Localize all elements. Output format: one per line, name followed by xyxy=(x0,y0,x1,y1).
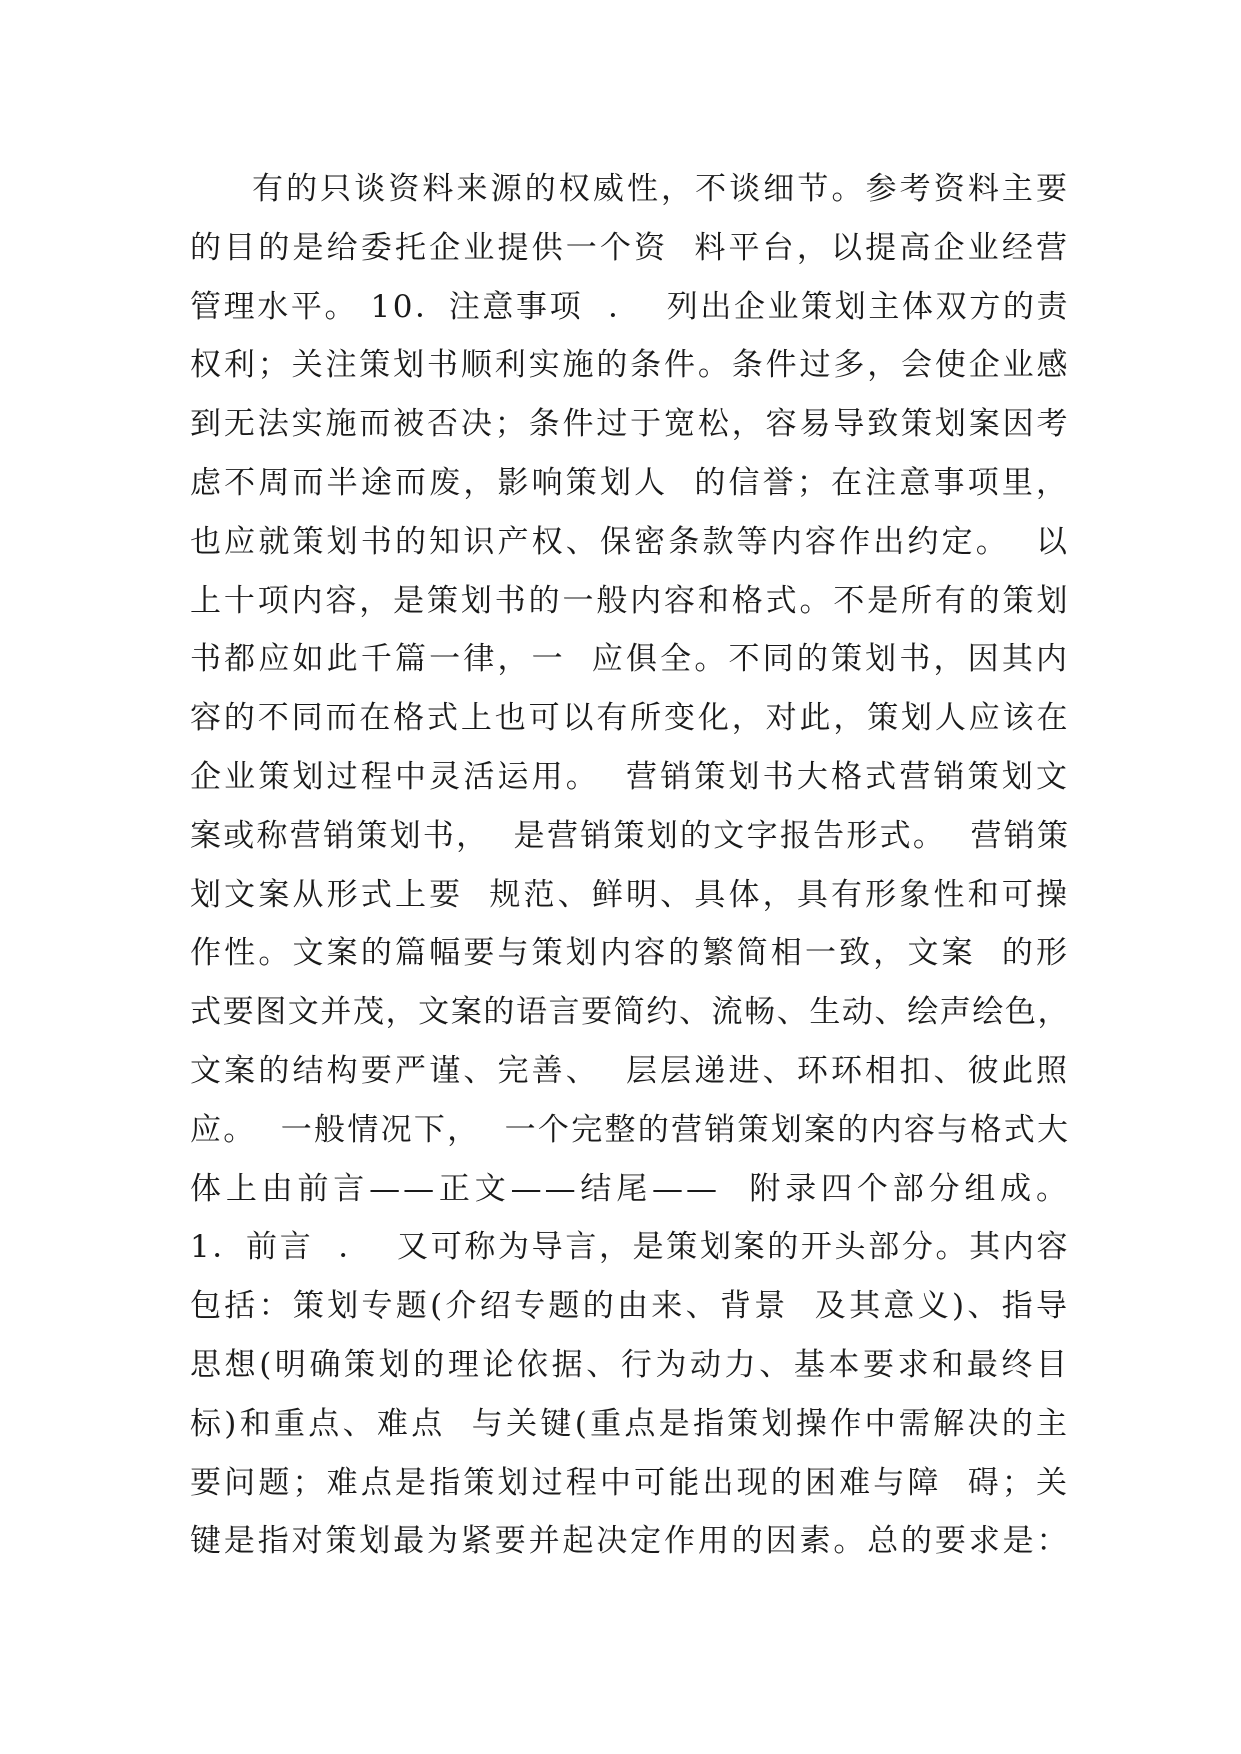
text-line: 上十项内容，是策划书的一般内容和格式。不是所有的策划 xyxy=(190,582,1070,619)
text-line: 键是指对策划最为紧要并起决定作用的因素。总的要求是： xyxy=(190,1523,1070,1560)
text-line: 的目的是给委托企业提供一个资 料平台，以提高企业经营 xyxy=(190,229,1070,266)
text-line: 应。 一般情况下， 一个完整的营销策划案的内容与格式大 xyxy=(190,1111,1070,1148)
text-line: 作性。文案的篇幅要与策划内容的繁简相一致，文案 的形 xyxy=(190,935,1070,972)
text-line: 到无法实施而被否决；条件过于宽松，容易导致策划案因考 xyxy=(190,406,1070,443)
text-line: 书都应如此千篇一律，一 应俱全。不同的策划书，因其内 xyxy=(190,641,1070,678)
text-line: 要问题；难点是指策划过程中可能出现的困难与障 碍；关 xyxy=(190,1464,1070,1501)
text-line: 权利；关注策划书顺利实施的条件。条件过多，会使企业感 xyxy=(190,347,1070,384)
body-text xyxy=(190,160,1070,1571)
text-line: 标)和重点、难点 与关键(重点是指策划操作中需解决的主 xyxy=(190,1405,1070,1442)
text-line: 思想(明确策划的理论依据、行为动力、基本要求和最终目 xyxy=(190,1346,1070,1383)
text-line: 虑不周而半途而废，影响策划人 的信誉；在注意事项里， xyxy=(190,464,1070,501)
text-line: 式要图文并茂，文案的语言要简约、流畅、生动、绘声绘色， xyxy=(190,994,1070,1031)
text-line: 划文案从形式上要 规范、鲜明、具体，具有形象性和可操 xyxy=(190,876,1070,913)
text-line: 有的只谈资料来源的权威性，不谈细节。参考资料主要 xyxy=(252,171,1070,207)
text-line: 容的不同而在格式上也可以有所变化，对此，策划人应该在 xyxy=(190,700,1070,737)
text-line: 体上由前言——正文——结尾—— 附录四个部分组成。 xyxy=(190,1170,1070,1207)
text-line: 包括：策划专题(介绍专题的由来、背景 及其意义)、指导 xyxy=(190,1288,1070,1325)
text-line: 文案的结构要严谨、完善、 层层递进、环环相扣、彼此照 xyxy=(190,1052,1070,1089)
text-line: 企业策划过程中灵活运用。 营销策划书大格式营销策划文 xyxy=(190,758,1070,795)
text-line: 1．前言 ． 又可称为导言，是策划案的开头部分。其内容 xyxy=(190,1229,1070,1266)
text-line: 管理水平。 10．注意事项 ． 列出企业策划主体双方的责 xyxy=(190,288,1070,325)
text-line: 也应就策划书的知识产权、保密条款等内容作出约定。 以 xyxy=(190,523,1070,560)
text-line: 案或称营销策划书， 是营销策划的文字报告形式。 营销策 xyxy=(190,817,1070,854)
